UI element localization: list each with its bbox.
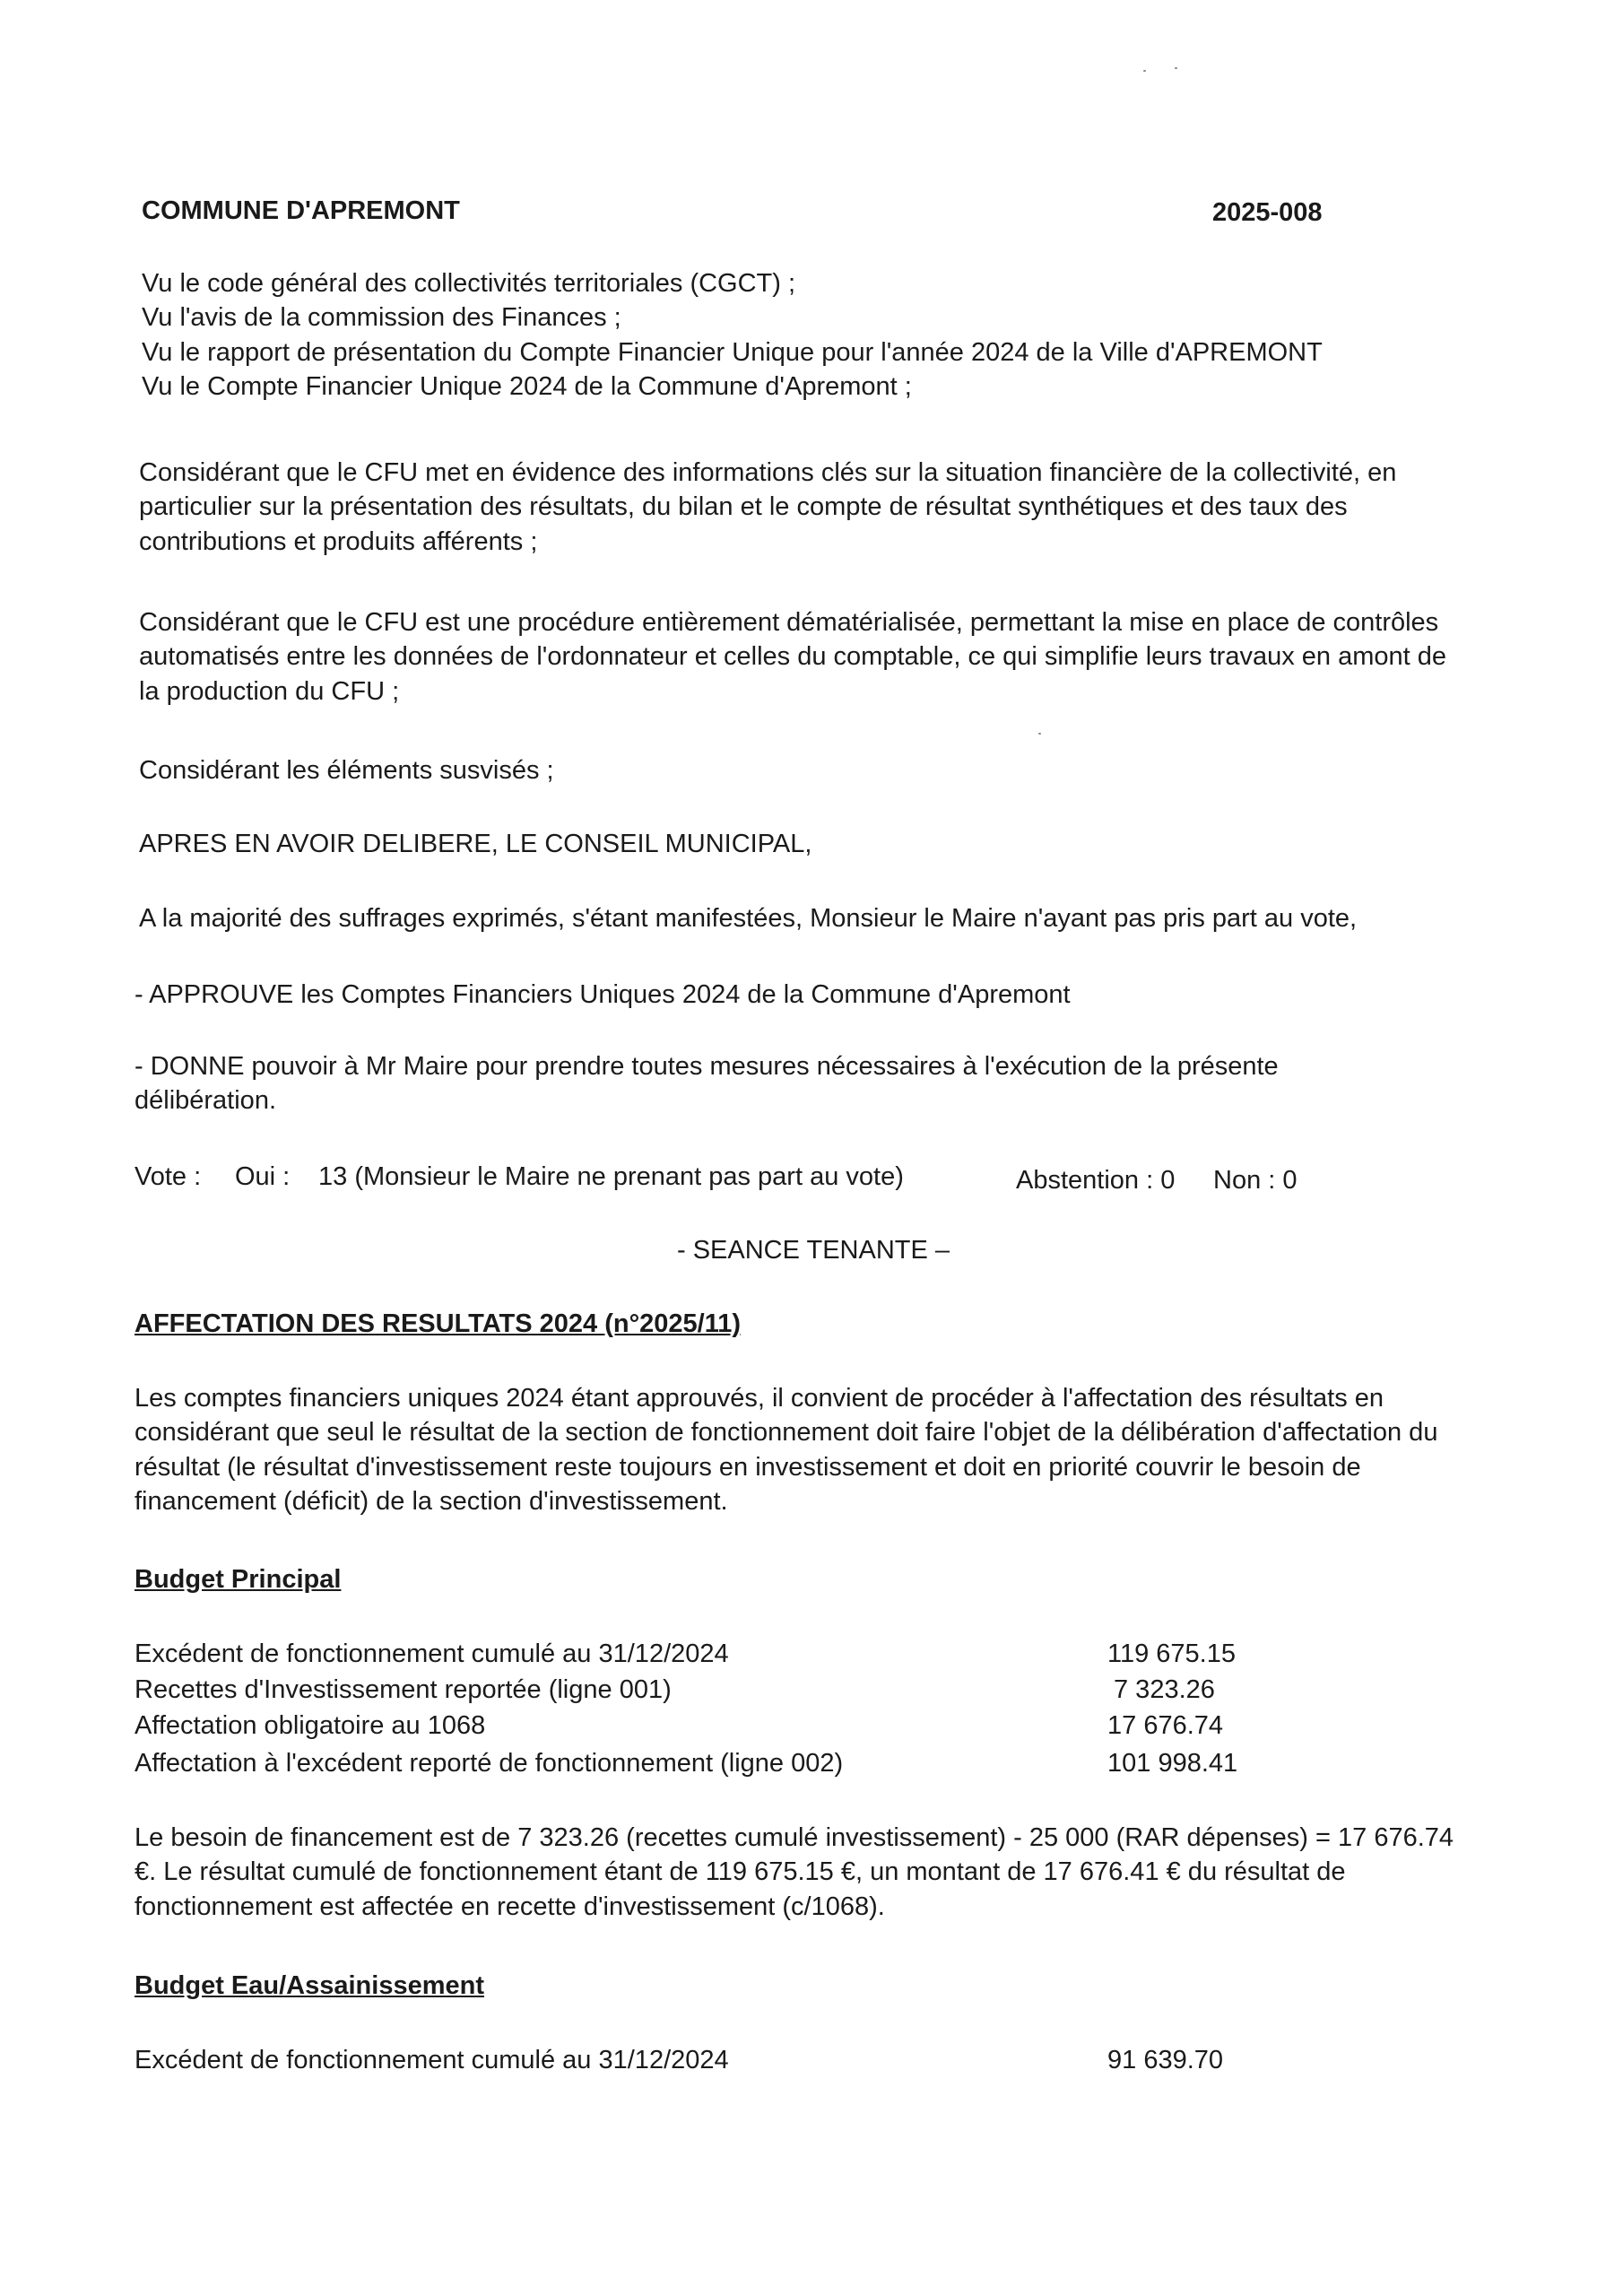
budget-principal-title: Budget Principal xyxy=(135,1565,342,1594)
donne-text: - DONNE pouvoir à Mr Maire pour prendre toutes mesures nécessaires à l'exécution de la présente délibération. xyxy=(135,1052,1279,1116)
vu-line: Vu le code général des collectivités territoriales (CGCT) ; xyxy=(142,269,796,298)
considerant-text: Considérant que le CFU est une procédure entièrement dématérialisée, permettant la mise en place de contrôles automatisés entre les données de l'ordonnateur et celles du comptable, ce qui simplifie leurs travaux en amont de la production du CFU ; xyxy=(139,608,1446,706)
vote-label: Vote : xyxy=(135,1162,202,1191)
vote-oui-label: Oui : xyxy=(235,1162,291,1191)
seance-tenante: - SEANCE TENANTE – xyxy=(677,1236,950,1265)
scan-speck xyxy=(1143,70,1146,72)
budget-row-label: Affectation obligatoire au 1068 xyxy=(135,1711,486,1740)
budget-row xyxy=(135,1709,1300,1744)
deliberation-statement: APRES EN AVOIR DELIBERE, LE CONSEIL MUNICIPAL, xyxy=(139,830,812,858)
budget-row-value: 17 676.74 xyxy=(1107,1711,1224,1740)
scan-speck xyxy=(1038,733,1041,735)
vu-line: Vu le Compte Financier Unique 2024 de la Commune d'Apremont ; xyxy=(142,371,912,401)
budget-row-label: Excédent de fonctionnement cumulé au 31/12/2024 xyxy=(135,2046,729,2074)
besoin-financement-text: Le besoin de financement est de 7 323.26 (recettes cumulé investissement) - 25 000 (RAR dépenses) = 17 676.74 €. Le résultat cumulé de fonctionnement étant de 119 675.15 €, un montant de 17 676.41 € du résultat de fonctionnement est affectée en recette d'investissement (c/1068). xyxy=(135,1823,1454,1921)
besoin-financement-note xyxy=(135,1821,1462,1924)
budget-row xyxy=(135,1746,1300,1782)
commune-title: COMMUNE D'APREMONT xyxy=(142,196,460,225)
approuve-statement: - APPROUVE les Comptes Financiers Uniques 2024 de la Commune d'Apremont xyxy=(135,980,1071,1009)
vote-oui-value: 13 (Monsieur le Maire ne prenant pas part au vote) xyxy=(318,1162,904,1191)
considerant-text: Considérant que le CFU met en évidence des informations clés sur la situation financière de la collectivité, en particulier sur la présentation des résultats, du bilan et le compte de résultat synthétiques et des taux des contributions et produits afférents ; xyxy=(139,458,1397,556)
budget-row-value: 7 323.26 xyxy=(1114,1675,1215,1704)
affectation-title: AFFECTATION DES RESULTATS 2024 (n°2025/11) xyxy=(135,1309,742,1338)
affectation-intro-text: Les comptes financiers uniques 2024 étant approuvés, il convient de procéder à l'affectation des résultats en considérant que seul le résultat de la section de fonctionnement doit faire l'objet de la délibération d'affectation du résultat (le résultat d'investissement reste toujours en investissement et doit en priorité couvrir le besoin de financement (déficit) de la section d'investissement. xyxy=(135,1384,1438,1516)
budget-row-value: 101 998.41 xyxy=(1107,1749,1238,1778)
donne-statement xyxy=(135,1049,1390,1118)
budget-row-label: Recettes d'Investissement reportée (ligne 001) xyxy=(135,1675,672,1704)
deliberation-reference: 2025-008 xyxy=(1212,198,1323,227)
budget-row-label: Excédent de fonctionnement cumulé au 31/12/2024 xyxy=(135,1639,729,1668)
budget-row-value: 119 675.15 xyxy=(1107,1639,1236,1668)
considerant-paragraph xyxy=(139,456,1493,559)
vu-line: Vu l'avis de la commission des Finances ; xyxy=(142,303,621,333)
considerant-paragraph: Considérant les éléments susvisés ; xyxy=(139,756,554,785)
budget-row xyxy=(135,1637,1300,1673)
vu-line: Vu le rapport de présentation du Compte Financier Unique pour l'année 2024 de la Ville d'APREMONT xyxy=(142,337,1323,367)
budget-row xyxy=(135,1673,1300,1709)
budget-row-label: Affectation à l'excédent reporté de fonctionnement (ligne 002) xyxy=(135,1749,844,1778)
budget-eau-title: Budget Eau/Assainissement xyxy=(135,1971,484,2000)
budget-row-value: 91 639.70 xyxy=(1107,2046,1224,2074)
considerant-paragraph xyxy=(139,605,1466,709)
budget-row xyxy=(135,2043,1300,2079)
vus-block xyxy=(142,266,1514,404)
vote-non: Non : 0 xyxy=(1213,1166,1298,1195)
scan-speck xyxy=(1175,67,1177,69)
vote-abstention: Abstention : 0 xyxy=(1016,1166,1176,1195)
majorite-statement: A la majorité des suffrages exprimés, s'étant manifestées, Monsieur le Maire n'ayant pas pris part au vote, xyxy=(139,904,1358,933)
affectation-intro xyxy=(135,1381,1480,1518)
